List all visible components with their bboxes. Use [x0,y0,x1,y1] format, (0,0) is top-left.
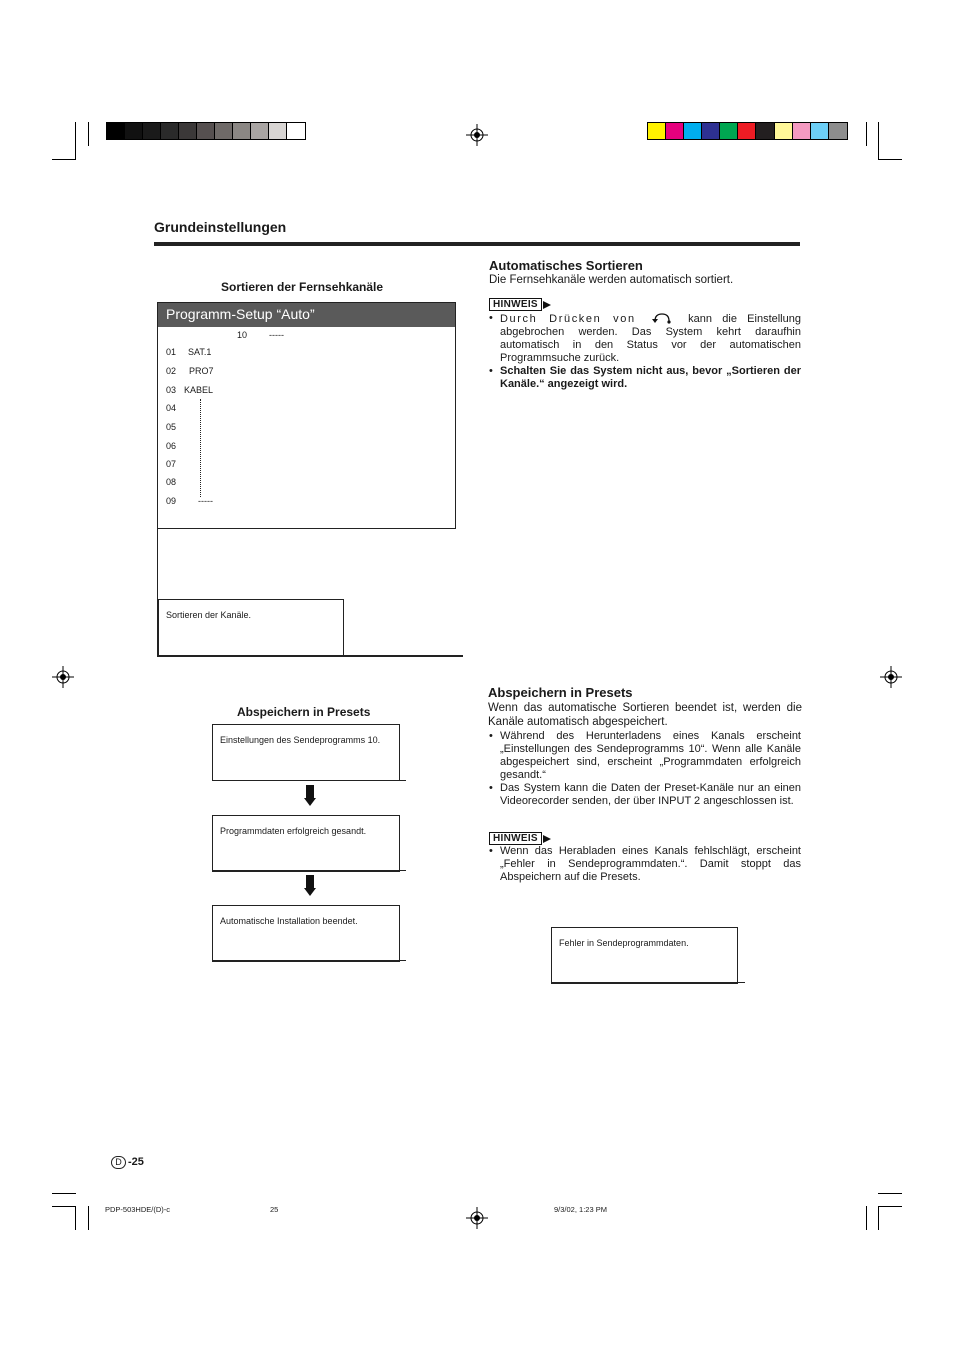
footer-file: PDP-503HDE/(D)-c [105,1205,171,1214]
preset-message: Einstellungen des Sendeprogramms 10. [220,735,381,745]
channel-name: SAT.1 [188,347,212,357]
gray-swatch [143,123,161,139]
gray-swatch [197,123,215,139]
footer-page: 25 [270,1205,279,1214]
osd-program-setup [157,302,456,529]
sort-message: Sortieren der Kanäle. [166,610,252,620]
bullet-icon: • [489,365,493,377]
color-swatch [793,123,811,139]
gray-swatch [215,123,233,139]
channel-number: 05 [166,422,177,432]
color-swatch [666,123,684,139]
osd-title: Programm-Setup “Auto” [158,303,455,327]
channel-number: 02 [166,366,177,376]
heading-auto-sort: Automatisches Sortieren [489,258,643,273]
page-badge [111,1156,126,1169]
color-swatch [684,123,702,139]
auto-sort-text: Die Fernsehkanäle werden automatisch sortiert. [489,274,734,286]
channel-number: 03 [166,385,177,395]
gray-swatch [107,123,125,139]
note-label-text: HINWEIS [489,832,542,845]
preset-underline [212,780,406,781]
color-swatch [756,123,774,139]
note-cancel-b: kann die Einstellung abgebrochen werden. Das System kehrt daraufhin automatisch in den Status vor der automatischen Programmsuche zurück. [500,313,801,364]
footer-date: 9/3/02, 1:23 PM [554,1205,607,1214]
note-label [489,298,551,311]
preset-underline [212,960,406,961]
color-swatch [829,123,847,139]
note-error: Wenn das Herabladen eines Kanals fehlschlägt, erscheint „Fehler in Sendeprogrammdaten.“. Damit stoppt das Abspeichern auf die Presets. [500,845,801,883]
osd-top-dash: ----- [269,330,284,340]
note-warning: Schalten Sie das System nicht aus, bevor „Sortieren der Kanäle.“ angezeigt wird. [500,365,801,390]
channel-number: 09 [166,496,177,506]
page-badge-letter: D [115,1157,122,1167]
color-swatch [811,123,829,139]
arrow-down-icon [304,785,316,807]
gray-swatch [269,123,287,139]
preset-underline [212,870,406,871]
gray-swatch [233,123,251,139]
presets-bullet-download: Während des Herunterladens eines Kanals erscheint „Einstellungen des Sendeprogramms 10“. Wenn alle Kanäle abgespeichert sind, erscheint „Programmdaten erfolgreich gesandt.“ [500,730,801,781]
note-cancel-a: Durch Drücken von [500,313,636,325]
color-swatch [648,123,666,139]
note-label [489,832,551,845]
preset-message-box [212,905,400,962]
section-title: Grundeinstellungen [154,219,287,235]
registration-mark-icon [880,666,902,688]
channel-number: 06 [166,441,177,451]
color-bar [647,122,848,140]
bullet-icon: • [489,845,493,857]
channel-name: ----- [198,496,213,506]
gray-swatch [287,123,305,139]
channel-number: 07 [166,459,177,469]
triangle-right-icon [543,301,551,309]
presets-text: Wenn das automatische Sortieren beendet ist, werden die Kanäle automatisch abgespeichert. [488,702,802,728]
registration-mark-icon [466,1207,488,1229]
caption-sorting: Sortieren der Fernsehkanäle [221,280,384,294]
channel-number: 04 [166,403,177,413]
bullet-icon: • [489,782,493,794]
grayscale-bar [106,122,306,140]
sort-message-box [158,599,344,656]
osd-top-number: 10 [237,330,248,340]
preset-message: Automatische Installation beendet. [220,916,358,926]
channel-name: KABEL [184,385,214,395]
gray-swatch [179,123,197,139]
error-message: Fehler in Sendeprogrammdaten. [559,938,689,948]
error-message-box [551,927,738,984]
page-number: -25 [128,1156,144,1168]
heading-presets: Abspeichern in Presets [488,685,633,700]
error-underline [551,982,745,983]
color-swatch [738,123,756,139]
header-rule [154,242,800,246]
note-label-text: HINWEIS [489,298,542,311]
arrow-down-icon [304,875,316,897]
preset-message: Programmdaten erfolgreich gesandt. [220,826,367,836]
bullet-icon: • [489,730,493,742]
registration-mark-icon [466,124,488,146]
preset-message-box [212,724,400,781]
color-swatch [720,123,738,139]
triangle-right-icon [543,835,551,843]
color-swatch [702,123,720,139]
return-button-icon [651,312,673,324]
color-swatch [775,123,793,139]
preset-message-box [212,815,400,872]
channel-number: 08 [166,477,177,487]
channel-name: PRO7 [189,366,214,376]
gray-swatch [251,123,269,139]
note-cancel [500,312,801,365]
dotted-progress [200,399,201,497]
caption-presets: Abspeichern in Presets [237,705,371,719]
gray-swatch [161,123,179,139]
presets-bullet-vcr: Das System kann die Daten der Preset-Kanäle nur an einen Videorecorder senden, der über INPUT 2 angeschlossen ist. [500,782,801,807]
gray-swatch [125,123,143,139]
channel-number: 01 [166,347,177,357]
registration-mark-icon [52,666,74,688]
bullet-icon: • [489,312,493,324]
